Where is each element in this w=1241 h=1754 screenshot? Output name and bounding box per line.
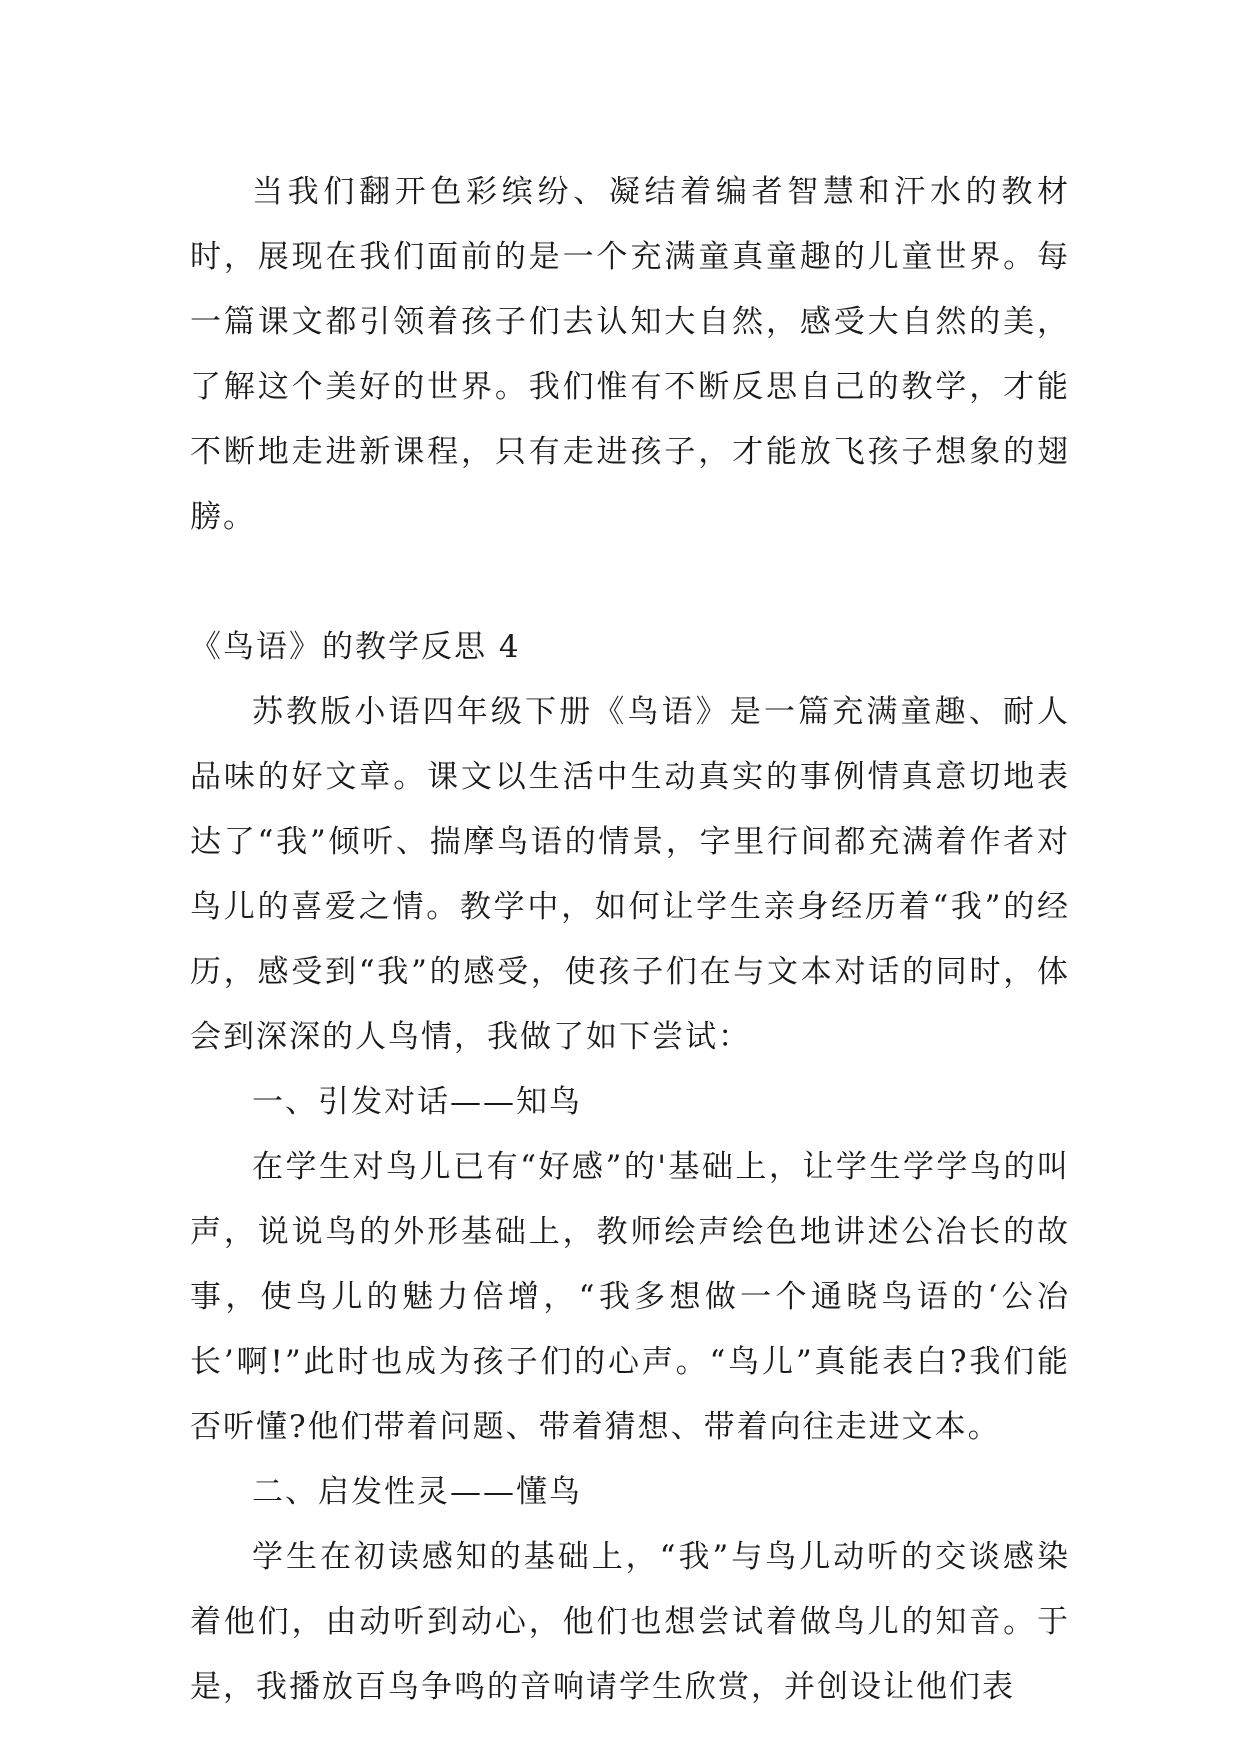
intro-paragraph: 当我们翻开色彩缤纷、凝结着编者智慧和汗水的教材时，展现在我们面前的是一个充满童真童趣的儿童世界。每一篇课文都引领着孩子们去认知大自然，感受大自然的美，了解这个美好的世界。我们惟有不断反思自己的教学，才能不断地走进新课程，只有走进孩子，才能放飞孩子想象的翅膀。 <box>190 174 1070 535</box>
article-heading: 《鸟语》的教学反思 4 <box>190 629 521 665</box>
paragraph-1: 苏教版小语四年级下册《鸟语》是一篇充满童趣、耐人品味的好文章。课文以生活中生动真实的事例情真意切地表达了“我”倾听、揣摩鸟语的情景，字里行间都充满着作者对鸟儿的喜爱之情。教学中，如何让学生亲身经历着“我”的经历，感受到“我”的感受，使孩子们在与文本对话的同时，体会到深深的人鸟情，我做了如下尝试： <box>190 694 1070 1055</box>
section-1-text: 在学生对鸟儿已有“好感”的'基础上，让学生学学鸟的叫声，说说鸟的外形基础上，教师绘声绘色地讲述公冶长的故事，使鸟儿的魅力倍增，“我多想做一个通晓鸟语的‘公冶长’啊!”此时也成为孩子们的心声。“鸟儿”真能表白?我们能否听懂?他们带着问题、带着猜想、带着向往走进文本。 <box>190 1149 1070 1445</box>
document-body <box>190 160 1070 1720</box>
section-1-title: 一、引发对话——知鸟 <box>252 1084 582 1120</box>
section-2-text: 学生在初读感知的基础上，“我”与鸟儿动听的交谈感染着他们，由动听到动心，他们也想尝试着做鸟儿的知音。于是，我播放百鸟争鸣的音响请学生欣赏，并创设让他们表 <box>190 1539 1070 1705</box>
section-2-title: 二、启发性灵——懂鸟 <box>252 1474 582 1510</box>
